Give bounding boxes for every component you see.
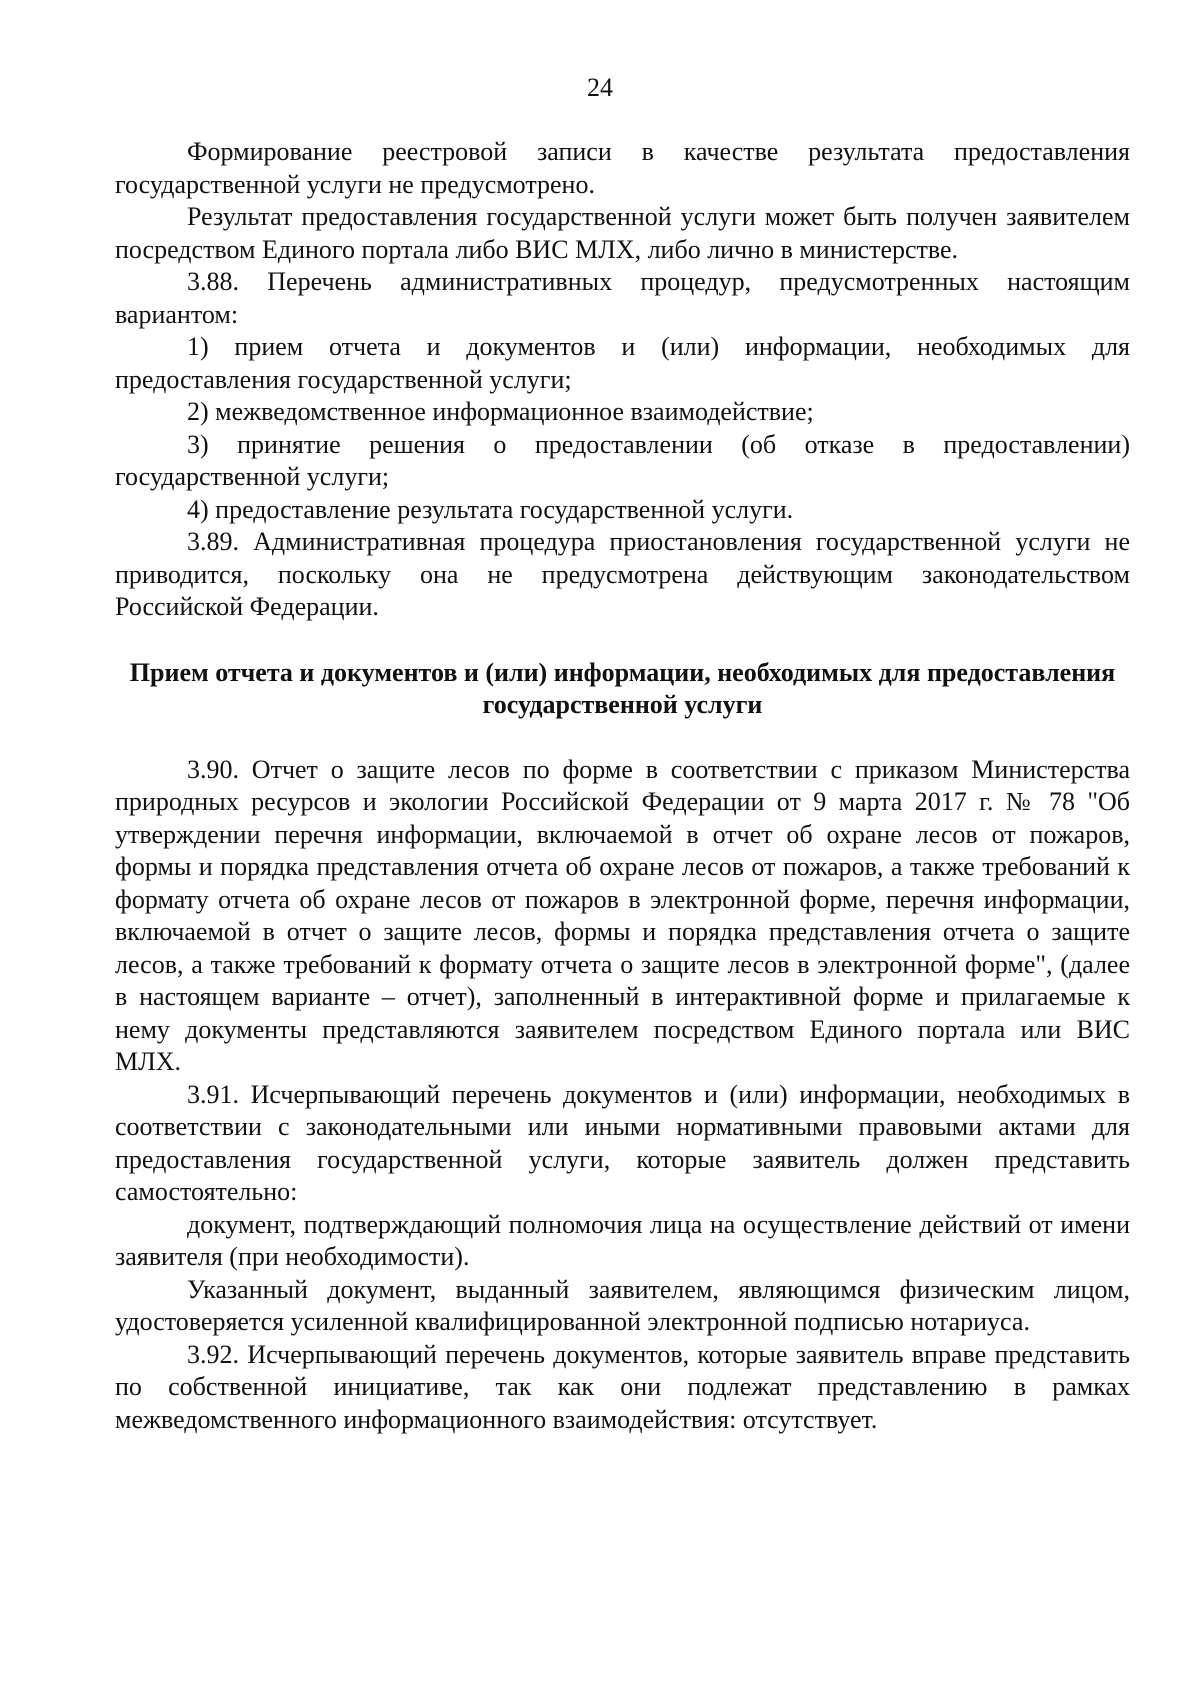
document-body (115, 136, 1130, 1436)
paragraph-3-90: 3.90. Отчет о защите лесов по форме в соответствии с приказом Министерства природных ресурсов и экологии Российской Федерации от 9 марта 2017 г. № 78 "Об утверждении перечня информации, включаемой в отчет об охране лесов от пожаров, формы и порядка представления отчета об охране лесов от пожаров, а также требований к формату отчета об охране лесов от пожаров в электронной форме, перечня информации, включаемой в отчет о защите лесов, формы и порядка представления отчета о защите лесов, а также требований к формату отчета о защите лесов в электронной форме", (далее в настоящем варианте – отчет), заполненный в интерактивной форме и прилагаемые к нему документы представляются заявителем посредством Единого портала или ВИС МЛХ. (115, 754, 1130, 1076)
paragraph-notary-signature: Указанный документ, выданный заявителем, являющимся физическим лицом, удостоверяется усиленной квалифицированной электронной подписью нотариуса. (115, 1274, 1130, 1336)
section-heading: Прием отчета и документов и (или) информации, необходимых для предоставления государственной услуги (129, 657, 1116, 719)
paragraph-3-89: 3.89. Административная процедура приостановления государственной услуги не приводится, поскольку она не предусмотрена действующим законодательством Российской Федерации. (115, 527, 1130, 621)
paragraph-3-92: 3.92. Исчерпывающий перечень документов, которые заявитель вправе представить по собственной инициативе, так как они подлежат представлению в рамках межведомственного информационного взаимодействия: отсутствует. (115, 1339, 1130, 1434)
list-item-2: 2) межведомственное информационное взаимодействие; (187, 397, 814, 426)
paragraph-registry-record: Формирование реестровой записи в качестве результата предоставления государственной услуги не предусмотрено. (115, 137, 1130, 199)
page-number: 24 (587, 73, 613, 102)
list-item-1: 1) прием отчета и документов и (или) информации, необходимых для предоставления государственной услуги; (115, 332, 1130, 394)
paragraph-3-91: 3.91. Исчерпывающий перечень документов и (или) информации, необходимых в соответствии с законодательными или иными нормативными правовыми актами для предоставления государственной услуги, которые заявитель должен представить самостоятельно: (115, 1079, 1130, 1206)
list-item-4: 4) предоставление результата государственной услуги. (187, 494, 794, 524)
paragraph-authority-document: документ, подтверждающий полномочия лица на осуществление действий от имени заявителя (при необходимости). (115, 1209, 1130, 1271)
paragraph-3-88: 3.88. Перечень административных процедур, предусмотренных настоящим вариантом: (115, 267, 1130, 329)
paragraph-result-delivery: Результат предоставления государственной услуги может быть получен заявителем посредством Единого портала либо ВИС МЛХ, либо лично в министерстве. (115, 202, 1130, 264)
list-item-3: 3) принятие решения о предоставлении (об отказе в предоставлении) государственной услуги; (115, 429, 1130, 491)
